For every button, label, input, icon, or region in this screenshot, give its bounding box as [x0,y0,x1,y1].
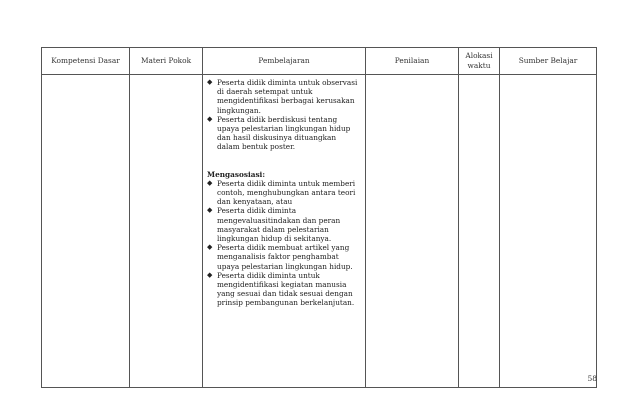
cell-sumber-belajar [500,75,597,388]
header-penilaian: Penilaian [366,48,459,75]
cell-kompetensi-dasar [42,75,130,388]
page-number: 58 [587,374,597,383]
cell-alokasi-waktu [459,75,500,388]
list-item: ◆ Peserta didik diminta untuk memberi contoh, menghubungkan antara teori dan kenyataan, atau [207,178,356,207]
activity-list-2 [207,179,361,308]
table-row [42,75,597,388]
header-kompetensi-dasar: Kompetensi Dasar [42,48,130,75]
learning-activities [203,75,365,308]
list-item: ◆ Peserta didik diminta untuk observasi di daerah setempat untuk mengidentifikasi berbagai kerusakan lingkungan. [207,78,358,115]
bullet-icon: ◆ [207,270,213,279]
cell-penilaian [366,75,459,388]
header-pembelajaran: Pembelajaran [203,48,366,75]
header-sumber-belajar: Sumber Belajar [500,48,597,75]
list-item: ◆ Peserta didik membuat artikel yang menganalisis faktor penghambat upaya pelestarian lingkungan hidup. [207,243,353,271]
cell-pembelajaran [203,75,366,388]
syllabus-table [41,47,597,388]
section-heading-mengasosiasi: Mengasosiasi: [207,169,266,179]
cell-materi-pokok [130,75,203,388]
header-materi-pokok: Materi Pokok [130,48,203,75]
list-item: ◆ Peserta didik berdiskusi tentang upaya pelestarian lingkungan hidup dan hasil diskusinya dituangkan dalam bentuk poster. [207,114,351,152]
bullet-icon: ◆ [207,114,213,123]
bullet-icon: ◆ [207,243,213,252]
activity-list-1 [207,78,361,152]
bullet-icon: ◆ [207,178,213,187]
bullet-icon: ◆ [207,206,213,215]
bullet-icon: ◆ [207,78,213,86]
list-item: ◆ Peserta didik diminta untuk mengidentifikasi kegiatan manusia yang sesuai dan tidak sesuai dengan prinsip pembangunan berkelanjutan. [207,270,355,308]
header-alokasi-waktu: Alokasi waktu [459,48,500,75]
table-header-row [42,48,597,75]
list-item: ◆ Peserta didik diminta mengevaluasitindakan dan peran masyarakat dalam pelestarian lingkungan hidup di sekitanya. [207,206,341,244]
